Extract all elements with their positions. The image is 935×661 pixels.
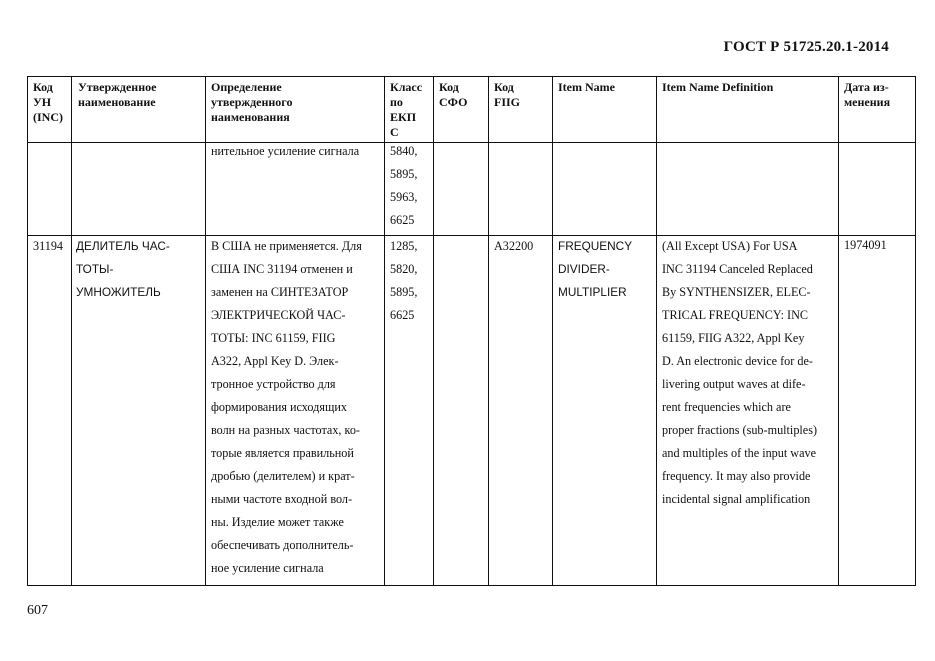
header-item-name-definition: Item Name Definition bbox=[662, 80, 774, 94]
column-divider bbox=[656, 77, 657, 585]
column-divider bbox=[552, 77, 553, 585]
row-fiig: A32200 bbox=[494, 239, 534, 253]
column-divider bbox=[838, 77, 839, 585]
row-classes: 1285, 5820, 5895, 6625 bbox=[390, 239, 418, 322]
continuation-classes: 5840, 5895, 5963, 6625 bbox=[390, 144, 418, 227]
nomenclature-table bbox=[27, 76, 916, 586]
header-class: Класс по ЕКП С bbox=[390, 80, 423, 139]
header-sfo: Код СФО bbox=[439, 80, 468, 109]
row-change-date: 1974091 bbox=[844, 238, 887, 252]
column-divider bbox=[205, 77, 206, 585]
column-divider bbox=[71, 77, 72, 585]
page-number: 607 bbox=[27, 603, 48, 618]
column-divider bbox=[384, 77, 385, 585]
header-approved-name: Утвержденное наименование bbox=[78, 80, 157, 109]
header-change-date: Дата из- менения bbox=[844, 80, 891, 109]
column-divider bbox=[488, 77, 489, 585]
header-divider bbox=[28, 142, 915, 143]
header-inc: Код УН (INC) bbox=[33, 80, 63, 124]
row-inc: 31194 bbox=[33, 239, 64, 253]
header-definition: Определение утвержденного наименования bbox=[211, 80, 293, 124]
row-item-name-definition: (All Except USA) For USA INC 31194 Canceled Replaced By SYNTHENSIZER, ELEC- TRICAL FREQUENCY: INC 61159, FIIG A322, Appl Key D. An electronic device for de- livering output waves at dife- rent frequencies which are proper fractions (sub-multiples) and multiples of the input wave frequency. It may also provide incidental signal amplification bbox=[662, 239, 818, 506]
header-item-name: Item Name bbox=[558, 80, 615, 94]
row-item-name: FREQUENCY DIVIDER- MULTIPLIER bbox=[558, 239, 633, 299]
continuation-definition: нительное усиление сигнала bbox=[211, 144, 360, 158]
standard-title: ГОСТ Р 51725.20.1-2014 bbox=[723, 39, 889, 55]
row-approved-name: ДЕЛИТЕЛЬ ЧАС- ТОТЫ- УМНОЖИТЕЛЬ bbox=[76, 239, 170, 299]
row-definition: В США не применяется. Для США INC 31194 отменен и заменен на СИНТЕЗАТОР ЭЛЕКТРИЧЕСКОЙ ЧАС- ТОТЫ: INC 61159, FIIG A322, Appl Key D. Элек- тронное устройство для формирования исходящих волн на разных частотах, ко- торые является правильной дробью (делителем) и крат- ными частоте входной вол- ны. Изделие может также обеспечивать дополнитель- ное усиление сигнала bbox=[211, 239, 362, 575]
column-divider bbox=[433, 77, 434, 585]
header-fiig: Код FIIG bbox=[494, 80, 521, 109]
